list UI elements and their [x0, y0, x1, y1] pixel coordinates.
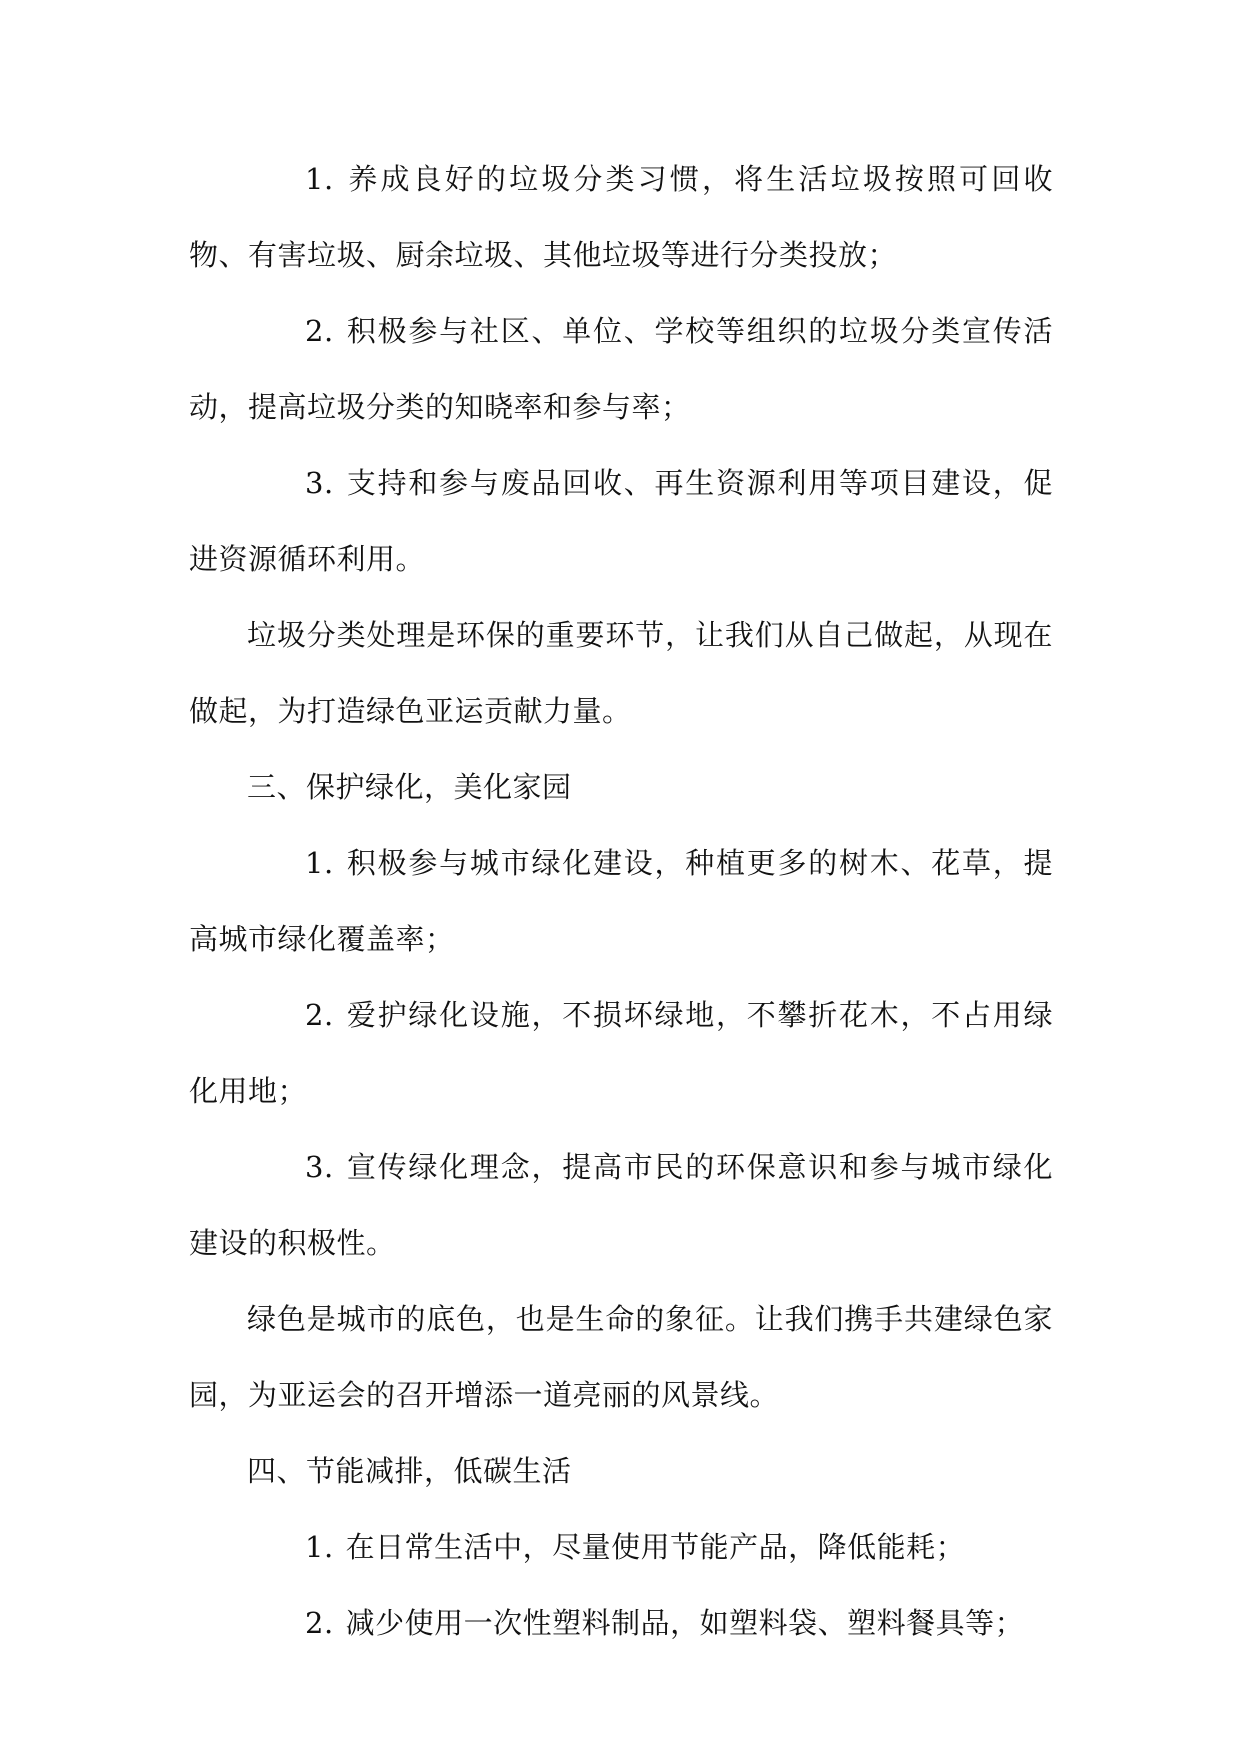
section-heading: [189, 749, 1053, 825]
list-item: [189, 1585, 1053, 1661]
list-number: 3.: [305, 1150, 334, 1184]
list-number: 2.: [305, 1606, 334, 1640]
heading-text: 三、保护绿化，美化家园: [247, 770, 572, 804]
paragraph-text: 积极参与社区、单位、学校等组织的垃圾分类宣传活动，提高垃圾分类的知晓率和参与率；: [189, 314, 1053, 424]
list-item: [189, 445, 1053, 597]
paragraph-text: 宣传绿化理念，提高市民的环保意识和参与城市绿化建设的积极性。: [189, 1150, 1053, 1260]
list-item: [189, 1509, 1053, 1585]
section-heading: [189, 1433, 1053, 1509]
list-number: 2.: [305, 314, 334, 348]
body-paragraph: [189, 597, 1053, 749]
list-number: 1.: [305, 1530, 334, 1564]
paragraph-text: 绿色是城市的底色，也是生命的象征。让我们携手共建绿色家园，为亚运会的召开增添一道亮丽的风景线。: [189, 1302, 1053, 1412]
list-number: 1.: [305, 846, 334, 880]
heading-text: 四、节能减排，低碳生活: [247, 1454, 572, 1488]
list-item: [189, 141, 1053, 293]
paragraph-text: 垃圾分类处理是环保的重要环节，让我们从自己做起，从现在做起，为打造绿色亚运贡献力量。: [189, 618, 1053, 728]
paragraph-text: 减少使用一次性塑料制品，如塑料袋、塑料餐具等；: [345, 1606, 1025, 1640]
paragraph-text: 积极参与城市绿化建设，种植更多的树木、花草，提高城市绿化覆盖率；: [189, 846, 1053, 956]
paragraph-text: 爱护绿化设施，不损坏绿地，不攀折花木，不占用绿化用地；: [189, 998, 1053, 1108]
paragraph-text: 在日常生活中，尽量使用节能产品，降低能耗；: [345, 1530, 966, 1564]
list-number: 3.: [305, 466, 334, 500]
document-body: [189, 141, 1053, 1661]
list-item: [189, 1129, 1053, 1281]
body-paragraph: [189, 1281, 1053, 1433]
paragraph-text: 养成良好的垃圾分类习惯，将生活垃圾按照可回收物、有害垃圾、厨余垃圾、其他垃圾等进行分类投放；: [189, 162, 1053, 272]
list-item: [189, 977, 1053, 1129]
paragraph-text: 支持和参与废品回收、再生资源利用等项目建设，促进资源循环利用。: [189, 466, 1053, 576]
list-item: [189, 293, 1053, 445]
list-number: 1.: [305, 162, 334, 196]
list-item: [189, 825, 1053, 977]
list-number: 2.: [305, 998, 334, 1032]
